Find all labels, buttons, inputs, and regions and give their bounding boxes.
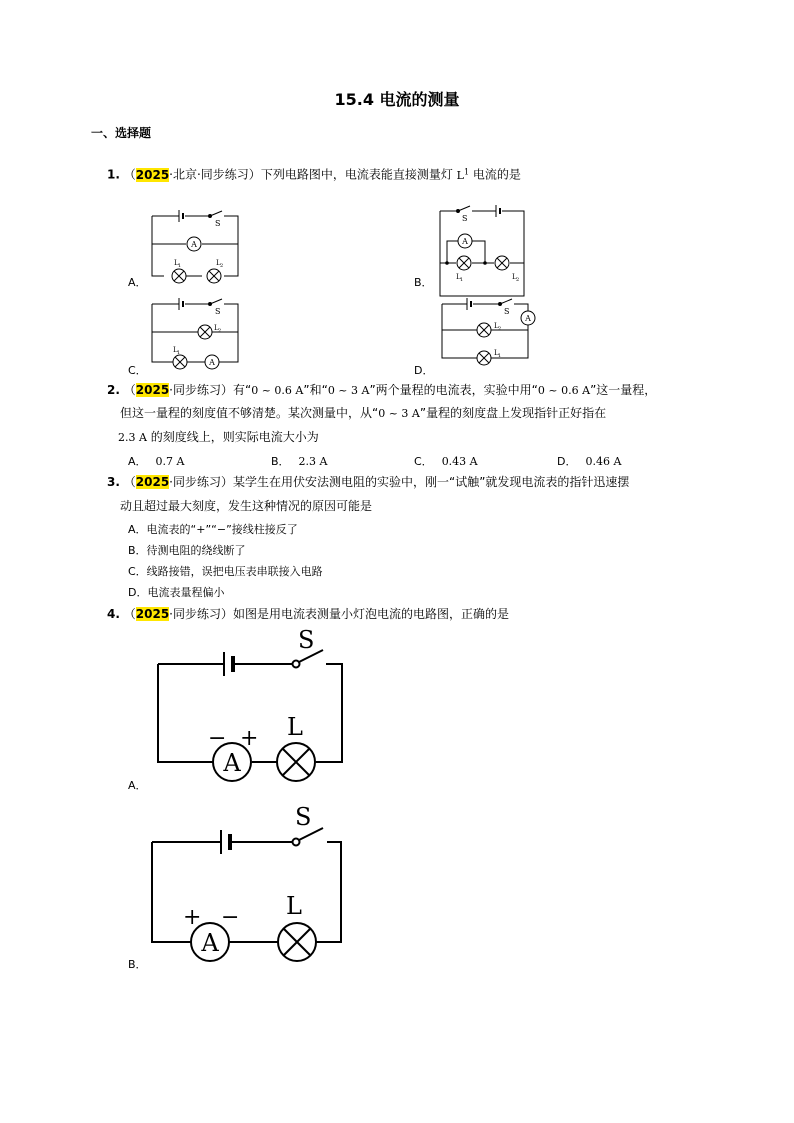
q3-option-a: A．电流表的“+”“−”接线柱接反了 <box>128 523 298 536</box>
circuit-diagram-d <box>436 294 542 376</box>
q2-option-a: A． 0.7 A <box>128 455 185 468</box>
svg-text:L: L <box>214 324 219 332</box>
circuit-diagram-a <box>148 206 242 288</box>
question-number: 1. <box>107 167 120 182</box>
svg-text:S: S <box>462 214 468 223</box>
q4-option-b-label: B． <box>128 958 147 971</box>
circuit-diagram-c <box>148 294 242 376</box>
year-badge: 2025 <box>135 475 170 489</box>
q3-option-b: B．待测电阻的绕线断了 <box>128 544 246 557</box>
svg-text:A: A <box>462 237 468 246</box>
q1-option-d-label: D． <box>414 364 434 377</box>
svg-text:2: 2 <box>498 326 502 332</box>
q3-option-c: C．线路接错，误把电压表串联接入电路 <box>128 565 323 578</box>
svg-text:L: L <box>174 259 179 267</box>
q4-option-a-label: A． <box>128 779 147 792</box>
svg-text:L: L <box>512 273 517 281</box>
plus-sign: + <box>183 905 202 930</box>
svg-text:L: L <box>456 273 461 281</box>
lamp-label: L <box>286 892 302 920</box>
q2-option-b: B． 2.3 A <box>271 455 328 468</box>
question-2-line-2: 但这一量程的刻度值不够清楚。某次测量中，从“0 ~ 3 A”量程的刻度盘上发现指针正好指在 <box>120 406 607 420</box>
svg-text:L: L <box>494 322 499 330</box>
svg-text:A: A <box>209 358 215 367</box>
section-heading: 一、选择题 <box>91 126 152 140</box>
ammeter-label: A <box>223 749 241 777</box>
minus-sign: − <box>221 905 240 930</box>
question-2-line-3: 2.3 A 的刻度线上，则实际电流大小为 <box>118 430 319 444</box>
svg-text:A: A <box>525 314 531 323</box>
minus-sign: − <box>208 726 227 751</box>
question-source: ·同步练习） <box>169 475 233 489</box>
question-number: 4. <box>107 607 120 621</box>
page-title: 15.4 电流的测量 <box>334 90 460 109</box>
circuit-diagram-q4-a <box>150 628 350 780</box>
plus-sign: + <box>240 726 259 751</box>
q1-option-a-label: A． <box>128 276 147 289</box>
svg-text:1: 1 <box>177 350 181 356</box>
svg-text:1: 1 <box>178 263 182 269</box>
svg-text:S: S <box>504 307 510 316</box>
circuit-diagram-q4-b <box>145 804 350 960</box>
question-source: ·同步练习） <box>169 383 233 397</box>
question-number: 2. <box>107 383 120 397</box>
question-2: 2. （2025·同步练习）有“0 ~ 0.6 A”和“0 ~ 3 A”两个量程的电流表，实验中用“0 ~ 0.6 A”这一量程， <box>107 383 657 397</box>
question-source: ·同步练习） <box>169 607 233 621</box>
q1-option-b-label: B． <box>414 276 433 289</box>
year-badge: 2025 <box>135 607 170 621</box>
svg-text:2: 2 <box>220 263 224 269</box>
circuit-diagram-b <box>436 199 528 297</box>
svg-text:L: L <box>494 349 499 357</box>
ammeter-label: A <box>201 929 219 957</box>
question-1: 1. （2025·北京·同步练习）下列电路图中，电流表能直接测量灯 $L^1$ 电流的是 <box>107 167 521 182</box>
q2-option-c: C． 0.43 A <box>414 455 478 468</box>
q1-option-c-label: C． <box>128 364 147 377</box>
question-4: 4. （2025·同步练习）如图是用电流表测量小灯泡电流的电路图，正确的是 <box>107 607 510 621</box>
year-badge: 2025 <box>135 383 170 397</box>
svg-text:2: 2 <box>516 277 520 283</box>
svg-text:1: 1 <box>498 353 502 359</box>
ammeter-label: A <box>191 240 197 249</box>
svg-text:L: L <box>173 346 178 354</box>
question-3: 3. （2025·同步练习）某学生在用伏安法测电阻的实验中，刚一“试触”就发现电流表的指针迅速摆 <box>107 475 630 489</box>
svg-text:2: 2 <box>218 328 222 334</box>
switch-label: S <box>295 803 312 831</box>
question-number: 3. <box>107 475 120 489</box>
lamp-label: L <box>287 713 303 741</box>
svg-text:L: L <box>216 259 221 267</box>
question-source: ·北京·同步练习） <box>169 167 261 182</box>
lamp-symbol: $L^1$ <box>456 167 470 182</box>
year-badge: 2025 <box>135 167 170 182</box>
q3-option-d: D．电流表量程偏小 <box>128 586 225 599</box>
q2-option-d: D． 0.46 A <box>557 455 622 468</box>
switch-label: S <box>298 626 315 654</box>
svg-text:1: 1 <box>460 277 464 283</box>
question-3-line-2: 动且超过最大刻度，发生这种情况的原因可能是 <box>120 499 373 513</box>
svg-text:S: S <box>215 307 221 316</box>
svg-text:S: S <box>215 219 221 228</box>
